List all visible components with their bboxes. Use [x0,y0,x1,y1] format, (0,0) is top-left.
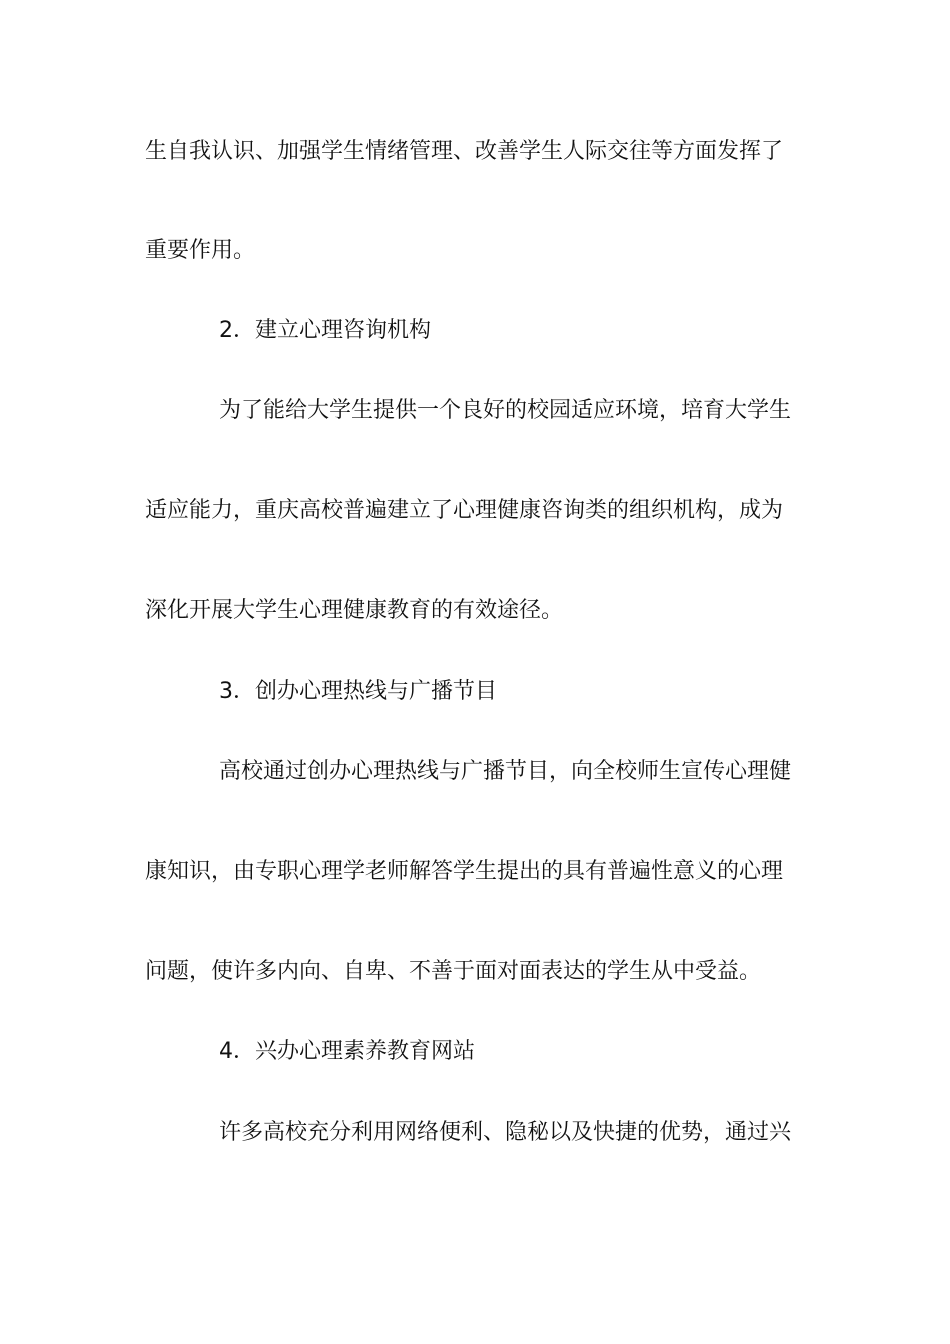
paragraph-line: 适应能力，重庆高校普遍建立了心理健康咨询类的组织机构，成为 [145,498,784,523]
section-heading: 3．创办心理热线与广播节目 [219,679,497,704]
paragraph-line: 康知识，由专职心理学老师解答学生提出的具有普遍性意义的心理 [145,859,784,884]
paragraph-line: 生自我认识、加强学生情绪管理、改善学生人际交往等方面发挥了 [145,139,784,164]
paragraph-line: 许多高校充分利用网络便利、隐秘以及快捷的优势，通过兴 [219,1120,792,1145]
paragraph-line: 重要作用。 [145,238,256,263]
section-heading: 4．兴办心理素养教育网站 [219,1039,475,1064]
paragraph-line: 深化开展大学生心理健康教育的有效途径。 [145,598,564,623]
section-heading: 2．建立心理咨询机构 [219,318,431,343]
paragraph-line: 问题，使许多内向、自卑、不善于面对面表达的学生从中受益。 [145,959,762,984]
paragraph-line: 高校通过创办心理热线与广播节目，向全校师生宣传心理健 [219,759,792,784]
paragraph-line: 为了能给大学生提供一个良好的校园适应环境，培育大学生 [219,398,792,423]
